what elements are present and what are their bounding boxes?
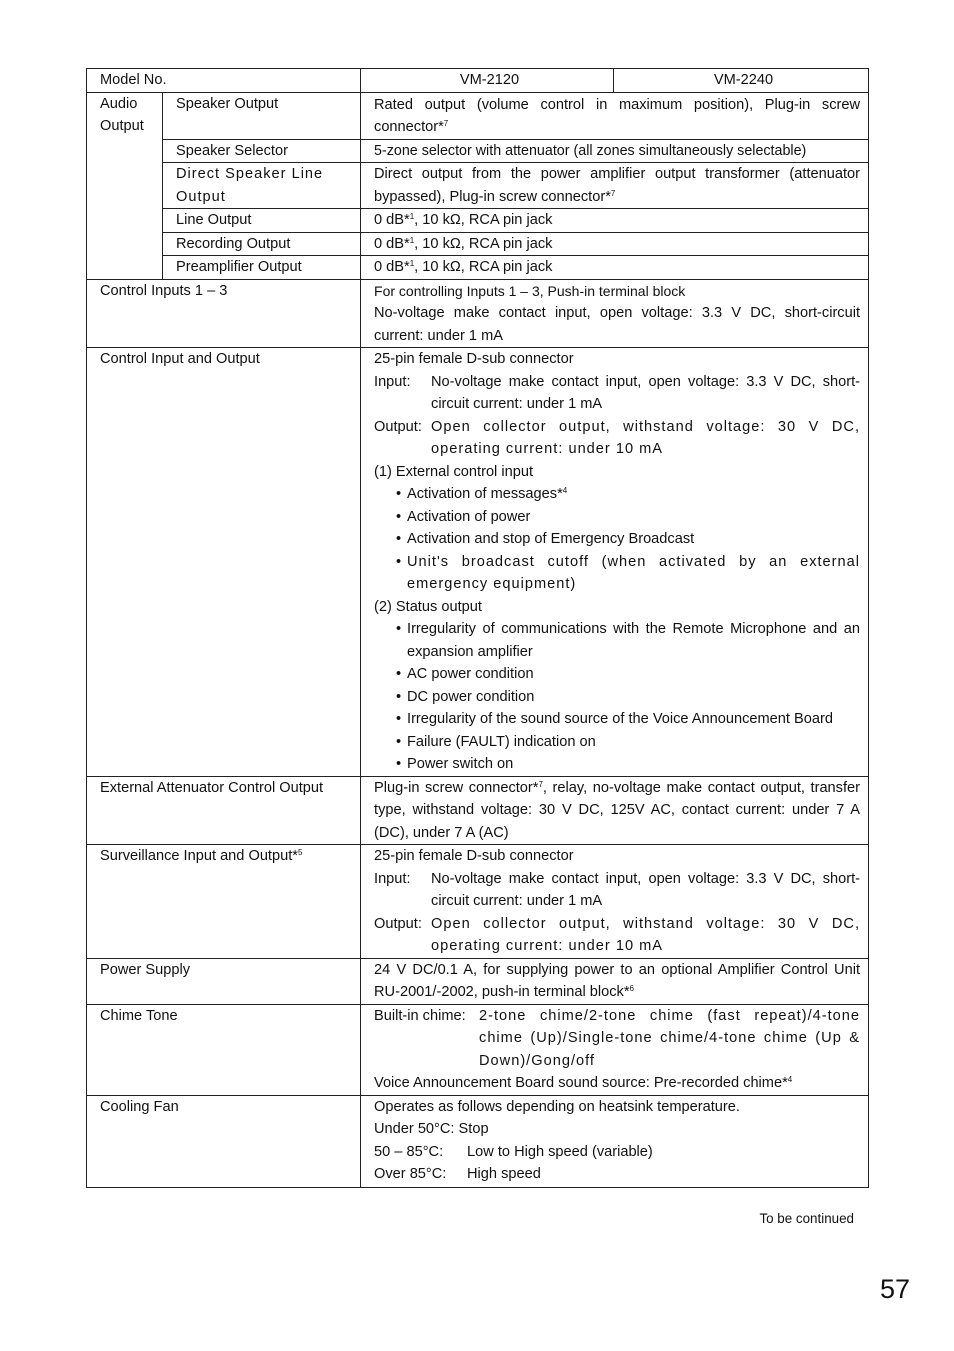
- ext-att-row: [87, 776, 869, 845]
- power-supply-value: 24 V DC/0.1 A, for supplying power to an optional Amplifier Control Unit RU-2001/-2002, push-in terminal block*$^6$: [361, 958, 869, 1004]
- list-item: • Activation and stop of Emergency Broadcast: [396, 531, 695, 547]
- status-output-list: [374, 618, 860, 776]
- control-inputs-value: [361, 279, 869, 348]
- speaker-output-label: Speaker Output: [163, 92, 361, 139]
- list-item: • Irregularity of the sound source of the Voice Announcement Board: [396, 711, 833, 727]
- model-vm2120: VM-2120: [361, 69, 614, 93]
- direct-line-label: Direct Speaker Line Output: [163, 163, 361, 209]
- speaker-output-row: [87, 92, 869, 139]
- control-inputs-label: Control Inputs 1 – 3: [87, 279, 361, 348]
- control-io-value: [361, 348, 869, 777]
- model-vm2240: VM-2240: [614, 69, 869, 93]
- control-io-input: Input: No-voltage make contact input, open voltage: 3.3 V DC, short-circuit current: under 1 mA: [374, 373, 861, 412]
- surveillance-value: [361, 845, 869, 959]
- fan-line3: Over 85°C: High speed: [374, 1166, 541, 1182]
- chime-value: [361, 1004, 869, 1095]
- surveillance-row: [87, 845, 869, 959]
- fan-row: [87, 1095, 869, 1187]
- line-output-label: Line Output: [163, 209, 361, 233]
- builtin-chime: Built-in chime: 2-tone chime/2-tone chime (fast repeat)/4-tone chime (Up)/Single-tone chime/4-tone chime (Up & Down)/Gong/off: [374, 1007, 861, 1069]
- list-item: • Power switch on: [396, 756, 514, 772]
- ext-att-label: External Attenuator Control Output: [87, 776, 361, 845]
- control-io-label: Control Input and Output: [87, 348, 361, 777]
- direct-line-row: [87, 163, 869, 209]
- audio-output-group: Audio Output: [87, 92, 163, 279]
- power-supply-label: Power Supply: [87, 958, 361, 1004]
- recording-output-value: 0 dB*$^1$, 10 kΩ, RCA pin jack: [361, 232, 869, 256]
- chime-label: Chime Tone: [87, 1004, 361, 1095]
- to-be-continued: To be continued: [759, 1211, 854, 1226]
- line-output-value: 0 dB*$^1$, 10 kΩ, RCA pin jack: [361, 209, 869, 233]
- model-no-label: Model No.: [87, 69, 361, 93]
- speaker-selector-row: [87, 139, 869, 163]
- list-item: • Irregularity of communications with the Remote Microphone and an expansion amplifier: [396, 621, 861, 660]
- control-inputs-line2: No-voltage make contact input, open voltage: 3.3 V DC, short-circuit current: under 1 mA: [374, 305, 861, 344]
- power-supply-row: [87, 958, 869, 1004]
- speaker-selector-value: 5-zone selector with attenuator (all zones simultaneously selectable): [361, 139, 869, 163]
- ext-control-title: (1) External control input: [374, 463, 534, 480]
- recording-output-row: [87, 232, 869, 256]
- header-row: [87, 69, 869, 93]
- fan-line2: 50 – 85°C: Low to High speed (variable): [374, 1143, 653, 1160]
- speaker-selector-label: Speaker Selector: [163, 139, 361, 163]
- list-item: • DC power condition: [396, 688, 535, 705]
- recording-output-label: Recording Output: [163, 232, 361, 256]
- list-item: • Unit's broadcast cutoff (when activated by an external emergency equipment): [396, 553, 861, 592]
- control-inputs-row: [87, 279, 869, 348]
- ext-control-list: [374, 483, 860, 596]
- list-item: • AC power condition: [396, 666, 534, 682]
- page-number: 57: [879, 1274, 910, 1304]
- chime-row: [87, 1004, 869, 1095]
- status-output-title: (2) Status output: [374, 598, 482, 615]
- preamp-output-value: 0 dB*$^1$, 10 kΩ, RCA pin jack: [361, 256, 869, 280]
- ext-att-value: Plug-in screw connector*$^7$, relay, no-voltage make contact output, transfer type, withstand voltage: 30 V DC, 125V AC, contact current: under 7 A (DC), under 7 A (AC): [361, 776, 869, 845]
- surveillance-connector: 25-pin female D-sub connector: [374, 848, 574, 864]
- control-io-row: [87, 348, 869, 777]
- control-inputs-line1: For controlling Inputs 1 – 3, Push-in terminal block: [374, 282, 686, 299]
- list-item: • Failure (FAULT) indication on: [396, 733, 596, 750]
- list-item: • Activation of messages*$^4$: [396, 486, 568, 502]
- control-io-output: Output: Open collector output, withstand voltage: 30 V DC, operating current: under 10 mA: [374, 418, 861, 457]
- spec-table: [86, 68, 869, 1188]
- direct-line-value: Direct output from the power amplifier output transformer (attenuator bypassed), Plug-in screw connector*$^7$: [361, 163, 869, 209]
- surveillance-output: Output: Open collector output, withstand voltage: 30 V DC, operating current: under 10 mA: [374, 915, 861, 954]
- preamp-output-row: [87, 256, 869, 280]
- fan-value: [361, 1095, 869, 1187]
- surveillance-input: Input: No-voltage make contact input, open voltage: 3.3 V DC, short-circuit current: under 1 mA: [374, 870, 861, 909]
- fan-intro: Operates as follows depending on heatsink temperature.: [374, 1098, 740, 1115]
- list-item: • Activation of power: [396, 508, 531, 525]
- surveillance-label: Surveillance Input and Output*$^5$: [87, 845, 361, 959]
- voice-chime: Voice Announcement Board sound source: Pre-recorded chime*$^4$: [374, 1075, 793, 1091]
- control-io-connector: 25-pin female D-sub connector: [374, 351, 574, 367]
- fan-line1: Under 50°C: Stop: [374, 1121, 489, 1137]
- fan-label: Cooling Fan: [87, 1095, 361, 1187]
- preamp-output-label: Preamplifier Output: [163, 256, 361, 280]
- line-output-row: [87, 209, 869, 233]
- speaker-output-value: Rated output (volume control in maximum position), Plug-in screw connector*$^7$: [361, 92, 869, 139]
